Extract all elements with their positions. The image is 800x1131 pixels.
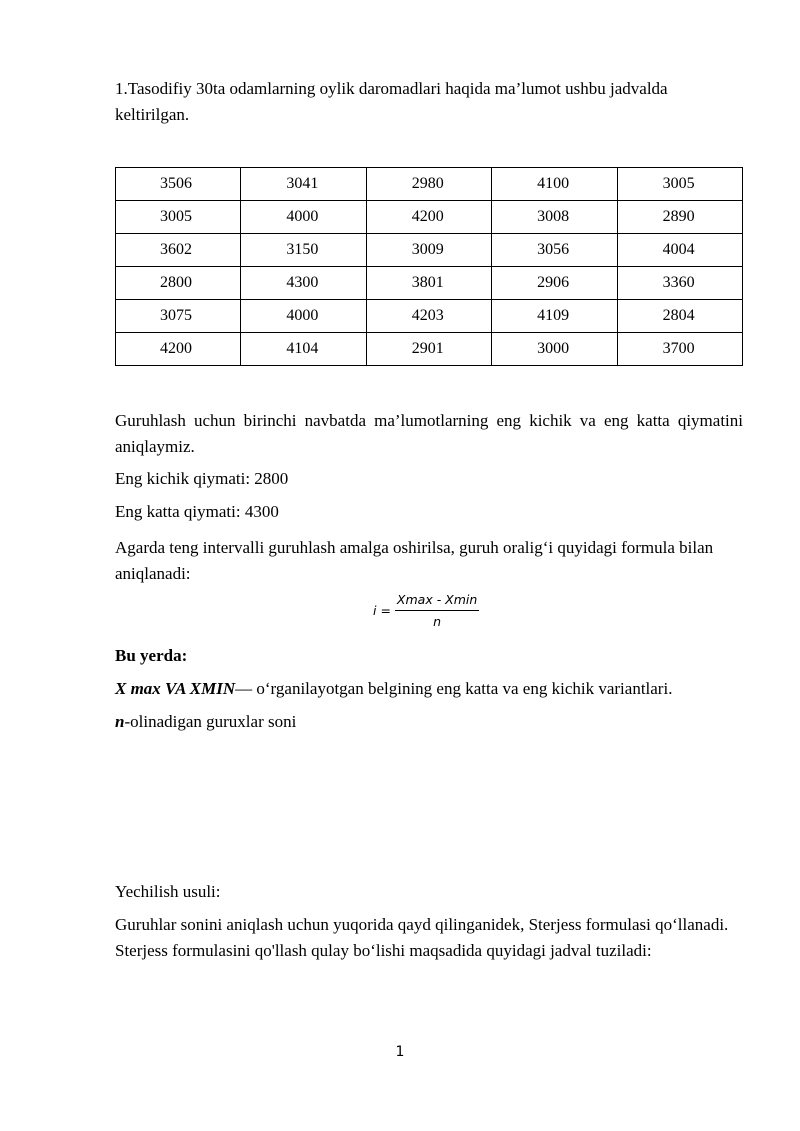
solution-paragraph: Guruhlar sonini aniqlash uchun yuqorida qayd qilinganidek, Sterjess formulasi qo‘llanadi. Sterjess formulasini qo'llash qulay bo‘lishi maqsadida quyidagi jadval tuziladi: [115,915,729,960]
n-term: n [115,712,125,731]
table-cell: 3150 [241,234,366,267]
table-cell: 2980 [366,168,491,201]
xmax-xmin-term: X max VA XMIN [115,679,236,698]
table-cell: 2901 [366,333,491,366]
table-row [116,168,743,201]
table-cell: 2890 [617,201,742,234]
max-value-line: Eng katta qiymati: 4300 [115,502,279,521]
table-cell: 2906 [492,267,617,300]
bu-yerda-heading [115,643,743,669]
table-cell: 4203 [366,300,491,333]
table-cell: 3041 [241,168,366,201]
bu-yerda-label: Bu yerda: [115,646,188,665]
table-cell: 3000 [492,333,617,366]
table-cell: 3008 [492,201,617,234]
intro-paragraph: 1.Tasodifiy 30ta odamlarning oylik daromadlari haqida ma’lumot ushbu jadvalda keltirilgan. [115,79,668,124]
table-cell: 4004 [617,234,742,267]
table-cell: 2800 [116,267,241,300]
interval-formula [373,592,479,629]
table-cell: 3005 [116,201,241,234]
formula-fraction [395,592,479,629]
table-cell: 3700 [617,333,742,366]
table-row [116,234,743,267]
table-cell: 3005 [617,168,742,201]
xmax-xmin-definition [115,676,743,702]
table-cell: 3801 [366,267,491,300]
table-cell: 4104 [241,333,366,366]
n-description: -olinadigan guruxlar soni [124,712,297,731]
table-cell: 4100 [492,168,617,201]
table-row [116,300,743,333]
n-definition [115,709,743,735]
table-cell: 3075 [116,300,241,333]
table-cell: 4200 [116,333,241,366]
table-cell: 3506 [116,168,241,201]
min-value-line: Eng kichik qiymati: 2800 [115,469,289,488]
table-row [116,333,743,366]
income-table [115,167,743,366]
income-table-body [116,168,743,366]
xmax-xmin-description: — o‘rganilayotgan belgining eng katta va eng kichik variantlari. [235,679,673,698]
table-cell: 3009 [366,234,491,267]
table-cell: 2804 [617,300,742,333]
formula-numerator: Xmax - Xmin [395,592,479,611]
table-cell: 4109 [492,300,617,333]
table-cell: 4000 [241,300,366,333]
interval-paragraph: Agarda teng intervalli guruhlash amalga oshirilsa, guruh oralig‘i quyidagi formula bilan aniqlanadi: [115,538,714,583]
solution-heading: Yechilish usuli: [115,882,221,901]
table-cell: 4300 [241,267,366,300]
formula-denominator: n [433,614,442,629]
table-cell: 3602 [116,234,241,267]
table-cell: 3056 [492,234,617,267]
page-number: 1 [395,1044,405,1060]
table-cell: 3360 [617,267,742,300]
table-cell: 4200 [366,201,491,234]
grouping-paragraph: Guruhlash uchun birinchi navbatda ma’lumotlarning eng kichik va eng katta qiymatini aniqlaymiz. [115,411,743,456]
table-row [116,201,743,234]
table-row [116,267,743,300]
table-cell: 4000 [241,201,366,234]
formula-lhs: i = [373,603,391,618]
